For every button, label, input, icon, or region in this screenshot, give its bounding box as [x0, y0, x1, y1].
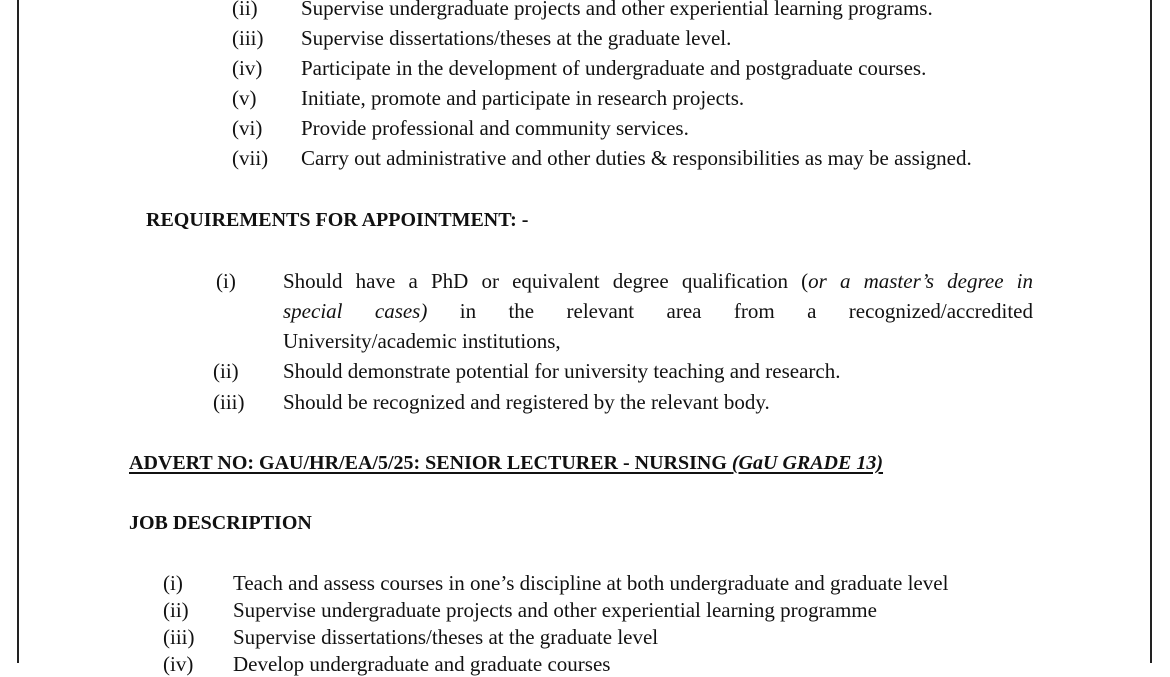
- list-item-number: (iv): [163, 652, 194, 676]
- list-item-number: (iii): [163, 625, 195, 649]
- list-item-number: (ii): [213, 359, 239, 383]
- list-item-number: (vii): [232, 146, 269, 170]
- list-item-text: Carry out administrative and other duties & responsibilities as may be assigned.: [301, 146, 972, 170]
- list-item-number: (iii): [213, 390, 245, 414]
- list-item-text: Participate in the development of undergraduate and postgraduate courses.: [301, 56, 927, 80]
- advert-heading: ADVERT NO: GAU/HR/EA/5/25: SENIOR LECTURER - NURSING (GaU GRADE 13): [129, 452, 884, 474]
- requirement-item-line: special cases) in the relevant area from a recognized/accredited: [283, 299, 1033, 323]
- requirements-heading: REQUIREMENTS FOR APPOINTMENT: -: [146, 209, 529, 231]
- requirement-item-line: University/academic institutions,: [283, 329, 561, 353]
- list-item-text: Develop undergraduate and graduate courses: [233, 652, 611, 676]
- requirement-item-line: Should have a PhD or equivalent degree qualification (or a master’s degree in: [283, 269, 1033, 293]
- list-item-number: (v): [232, 86, 257, 110]
- list-item-text: Supervise undergraduate projects and other experiential learning programs.: [301, 0, 933, 20]
- list-item-number: (iv): [232, 56, 263, 80]
- list-item-text: Provide professional and community services.: [301, 116, 689, 140]
- list-item-text: Supervise dissertations/theses at the graduate level.: [301, 26, 732, 50]
- list-item-text: Supervise dissertations/theses at the graduate level: [233, 625, 659, 649]
- list-item-number: (iii): [232, 26, 264, 50]
- list-item-text: Teach and assess courses in one’s discipline at both undergraduate and graduate level: [233, 571, 949, 595]
- page-border-right: [1150, 0, 1152, 663]
- list-item-number: (i): [163, 571, 183, 595]
- page-border-left: [17, 0, 19, 663]
- list-item-text: Should be recognized and registered by the relevant body.: [283, 390, 770, 414]
- list-item-text: Should demonstrate potential for university teaching and research.: [283, 359, 841, 383]
- job-description-heading: JOB DESCRIPTION: [129, 512, 312, 534]
- list-item-number: (ii): [232, 0, 258, 20]
- list-item-number: (vi): [232, 116, 263, 140]
- list-item-text: Initiate, promote and participate in research projects.: [301, 86, 745, 110]
- list-item-text: Supervise undergraduate projects and other experiential learning programme: [233, 598, 877, 622]
- list-item-number: (ii): [163, 598, 189, 622]
- list-item-number: (i): [216, 269, 236, 293]
